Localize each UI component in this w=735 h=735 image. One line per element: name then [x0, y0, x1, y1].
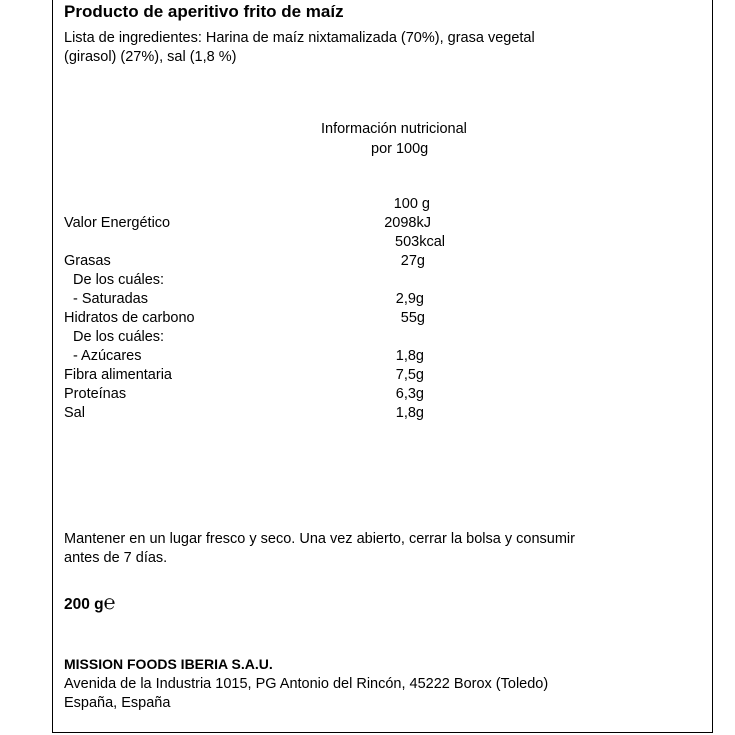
company-address: Avenida de la Industria 1015, PG Antonio del Rincón, 45222 Borox (Toledo)	[64, 676, 549, 692]
row-label-saturated: - Saturadas	[73, 291, 148, 307]
nutrition-heading: Información nutricional	[321, 121, 467, 137]
storage-line-1: Mantener en un lugar fresco y seco. Una vez abierto, cerrar la bolsa y consumir	[64, 531, 575, 547]
row-value-protein: 6,3g	[395, 386, 424, 402]
net-weight-value: 200 g	[64, 596, 104, 613]
row-label-fibre: Fibra alimentaria	[64, 367, 172, 383]
estimated-sign-icon: ℮	[103, 592, 116, 614]
row-label-carbohydrates: Hidratos de carbono	[64, 310, 195, 326]
row-value-energy-kcal: 503kcal	[395, 234, 445, 250]
company-name: MISSION FOODS IBERIA S.A.U.	[64, 656, 273, 672]
row-value-salt: 1,8g	[395, 405, 424, 421]
row-label-protein: Proteínas	[64, 386, 127, 402]
row-value-fat: 27g	[400, 253, 425, 269]
row-value-saturated: 2,9g	[395, 291, 424, 307]
row-value-fibre: 7,5g	[395, 367, 424, 383]
row-label-of-which-2: De los cuáles:	[73, 329, 165, 345]
row-value-carbohydrates: 55g	[400, 310, 425, 326]
row-label-salt: Sal	[64, 405, 85, 421]
ingredients-line-2: (girasol) (27%), sal (1,8 %)	[64, 49, 237, 65]
row-value-energy-kj: 2098kJ	[384, 215, 431, 231]
row-value-sugars: 1,8g	[395, 348, 424, 364]
row-label-fat: Grasas	[64, 253, 111, 269]
row-label-of-which-1: De los cuáles:	[73, 272, 165, 288]
row-label-sugars: - Azúcares	[73, 348, 142, 364]
storage-line-2: antes de 7 días.	[64, 550, 168, 566]
row-label-energy: Valor Energético	[64, 215, 171, 231]
nutrition-column-header: 100 g	[393, 196, 430, 212]
company-country: España, España	[64, 695, 171, 711]
net-weight	[64, 594, 116, 614]
product-title: Producto de aperitivo frito de maíz	[64, 2, 344, 21]
nutrition-subheading: por 100g	[371, 141, 429, 157]
ingredients-line-1: Lista de ingredientes: Harina de maíz nixtamalizada (70%), grasa vegetal	[64, 30, 535, 46]
